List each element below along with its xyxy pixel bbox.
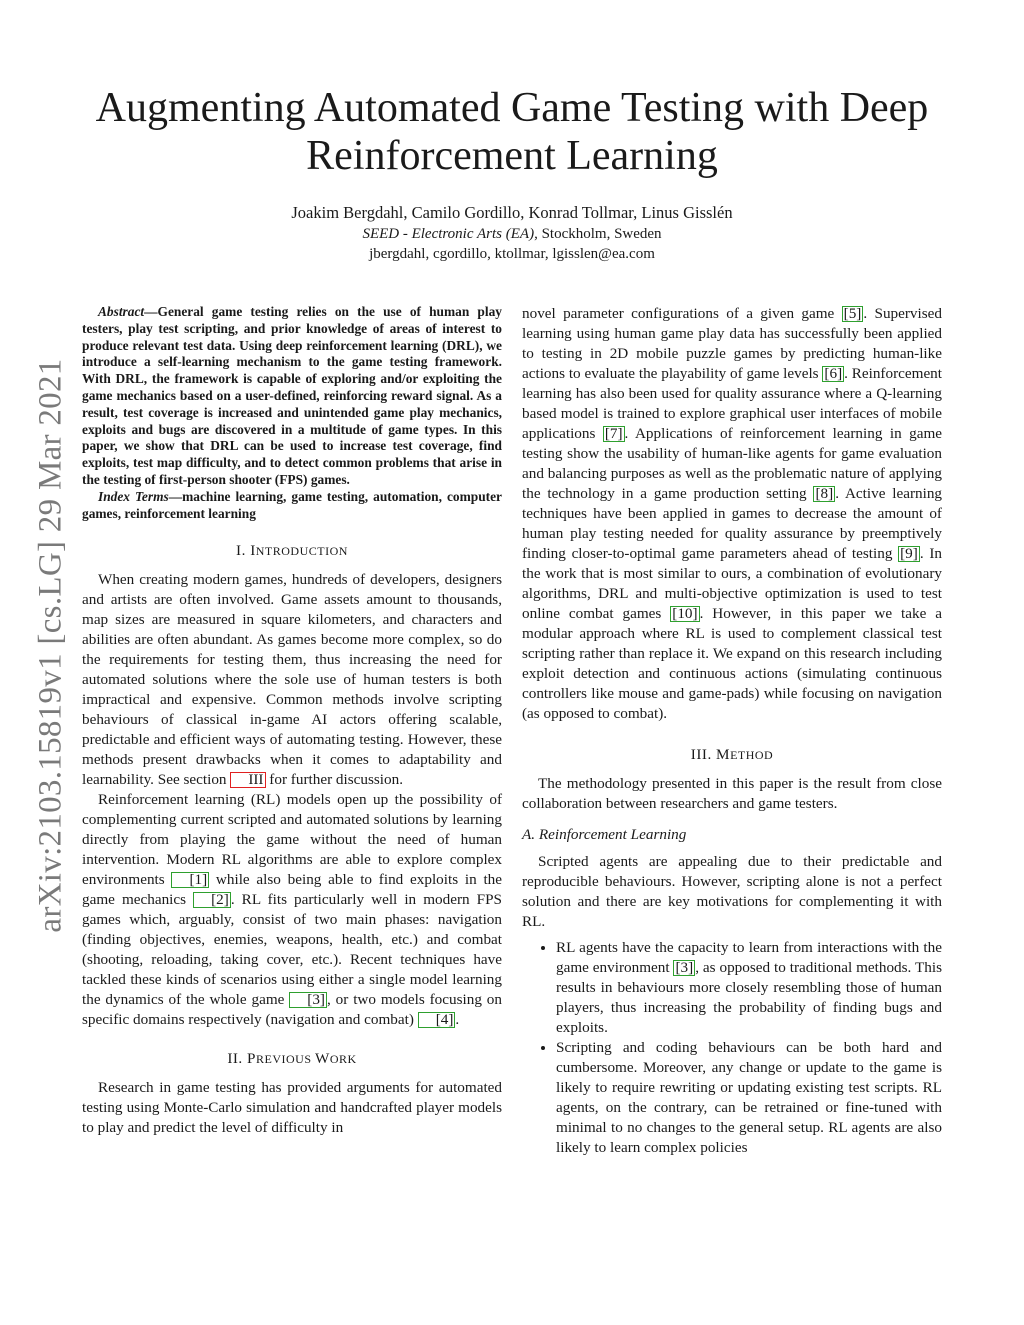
intro-p1-end: for further discussion. [265,771,404,789]
section-number: I. [236,542,251,560]
prev-p2-g: . However, in this paper we take a modular approach where RL is used to complement classical test scripting rather than replace it. We expand on this research including exploit detection and continuous actions (simulating continuous controllers like mouse and game-pads) while focusing on navigation (as opposed to combat). [522,605,942,722]
arxiv-stamp [26,350,76,940]
citation-link-5[interactable]: [5] [843,305,862,322]
title-line-2: Reinforcement Learning [306,133,718,179]
index-terms-lead: Index Terms [98,488,169,504]
section-title-initial-2: W [315,1050,330,1068]
citation-link-3[interactable]: [3] [289,992,327,1008]
citation-link-1[interactable]: [1] [171,872,209,888]
section-link-iii[interactable]: III [230,772,265,788]
intro-paragraph-1 [82,570,502,790]
citation-link-9[interactable]: [9] [900,545,918,562]
index-terms [82,489,502,523]
intro-p2-a: Reinforcement learning (RL) models open up the possibility of complementing current scripted and automated solutions by learning directly from playing the game without the need of human intervention. Modern RL algorithms are able to explore complex environments [82,791,502,889]
section-title-rest: ETHOD [730,748,774,762]
citation-link-7[interactable]: [7] [604,425,623,442]
arxiv-stamp-text: arXiv:2103.15819v1 [cs.LG] 29 Mar 2021 [32,357,69,933]
section-method-heading [522,746,942,764]
citation-link-6[interactable]: [6] [824,365,843,382]
title-line-1: Augmenting Automated Game Testing with Deep [95,85,929,131]
list-item [556,938,942,1038]
section-introduction-heading [82,542,502,560]
prev-p2-d: . Applications of reinforcement learning in game testing show the usability of human-like agents for game evaluation and balancing purposes as well as the problematic nature of applying the technology in a game production setting [522,425,943,502]
abstract [82,304,502,489]
index-terms-text: —machine learning, game testing, automation, computer games, reinforcement learning [82,488,502,521]
rl-paragraph-1: Scripted agents are appealing due to their predictable and reproducible behaviours. However, scripting alone is not a perfect solution and there are key motivations for complementing it with RL. [522,853,942,930]
bullet1-b: , as opposed to traditional methods. This results in behaviours more closely resembling those of human players, thus increasing the probability of finding bugs and exploits. [556,959,942,1036]
section-title-rest: REVIOUS [255,1052,315,1067]
intro-p1-text: When creating modern games, hundreds of developers, designers and artists are often involved. Game assets amount to thousands, map sizes are measured in square kilometers, and characters and abilities are often abundant. As games become more complex, so do the requirements for testing them, thus increasing the need for automated solutions where the sole use of human testers is both impractical and expensive. Common methods involve scripting behaviours of classical in-game AI actors offering scalable, predictable and efficient ways of automating testing. However, these methods present drawbacks when it comes to adaptability and learnability. See section [82,571,502,789]
affiliation [80,225,944,244]
citation-link-4[interactable]: [4] [418,1012,456,1028]
citation-link-2[interactable]: [2] [193,892,231,908]
section-number: II. [227,1050,248,1068]
previous-work-paragraph-1: Research in game testing has provided arguments for automated testing using Monte-Carlo simulation and handcrafted player models to play and predict the level of difficulty in [82,1079,502,1137]
section-number: III. [690,746,717,763]
section-previous-work-heading [82,1050,502,1068]
intro-p2-d: , or two models focusing on specific domains respectively (navigation and combat) [82,991,502,1029]
abstract-lead: Abstract [98,304,145,319]
intro-p2-b: while also being able to find exploits in the game mechanics [82,871,502,909]
subsection-reinforcement-learning-heading: A. Reinforcement Learning [522,826,687,843]
intro-p2-e: . [455,1011,460,1029]
intro-paragraph-2 [82,790,502,1030]
section-title-rest-2: ORK [329,1052,357,1067]
prev-p2-c: . Reinforcement learning has also been used for quality assurance where a Q-learning based model is trained to explore graphical user interfaces of mobile applications [522,365,942,442]
prev-p2-b: . Supervised learning using human game play data has successfully been applied to testing in 2D mobile puzzle games by predicting human-like actions to evaluate the playability of game levels [522,305,942,382]
author-emails: jbergdahl, cgordillo, ktollmar, lgisslen@ea.com [369,246,655,262]
section-title-initial: P [247,1050,256,1068]
prev-p2-f: . In the work that is most similar to ours, a combination of evolutionary algorithms, DRL and multi-objective optimization is used to test online combat games [522,545,942,622]
abstract-text: —General game testing relies on the use of human play testers, play test scripting, and prior knowledge of areas of interest to produce relevant test data. Using deep reinforcement learning (DRL), we introduce a self-learning mechanism to the game testing framework. With DRL, the framework is capable of exploring and/or exploiting the game mechanics based on a user-defined, reinforcing reward signal. As a result, test coverage is increased and unintended game play mechanics, exploits and bugs are discovered in a multitude of game types. In this paper, we show that DRL can be used to increase test coverage, find exploits, test map difficulty, and to detect common problems that arise in the testing of first-person shooter (FPS) games. [82,304,502,487]
paper-title [80,84,944,180]
bullet1-a: RL agents have the capacity to learn from interactions with the game environment [556,939,942,976]
citation-link-3b[interactable]: [3] [675,959,694,976]
rl-motivation-list [522,938,942,1158]
intro-p2-c: . RL fits particularly well in modern FPS games which, arguably, consist of two main phases: navigation (finding objectives, enemies, weapons, health, etc.) and combat (shooting, reloading, taking cover, etc.). Recent techniques have tackled these kinds of scenarios using either a single model learning the dynamics of the whole game [82,891,502,1009]
section-title-rest: NTRODUCTION [255,544,348,559]
prev-p2-e: . Active learning techniques have been applied in games to decrease the amount of human play testing needed for quality assurance by preemptively finding closer-to-optimal game parameters ahead of testing [522,485,943,562]
citation-link-8[interactable]: [8] [815,485,834,502]
affiliation-location: , Stockholm, Sweden [534,226,662,242]
previous-work-paragraph-2 [522,304,942,724]
affiliation-org: SEED - Electronic Arts (EA) [362,226,535,242]
citation-link-10[interactable]: [10] [672,605,698,622]
method-paragraph-1: The methodology presented in this paper is the result from close collaboration between researchers and game testers. [522,775,942,812]
prev-p2-a: novel parameter configurations of a given game [522,305,842,322]
right-column [522,304,942,1158]
authors: Joakim Bergdahl, Camilo Gordillo, Konrad Tollmar, Linus Gisslén [291,203,733,222]
left-column [82,304,502,1138]
list-item: • Scripting and coding behaviours can be both hard and cumbersome. Moreover, any change or update to the game is likely to require rewriting or updating existing test scripts. RL agents, on the contrary, can be retrained or fine-tuned with minimal to no changes to the general setup. RL agents are also likely to learn complex policies [556,1038,942,1158]
section-title-initial: I [250,542,256,560]
section-title-initial: M [716,746,731,763]
